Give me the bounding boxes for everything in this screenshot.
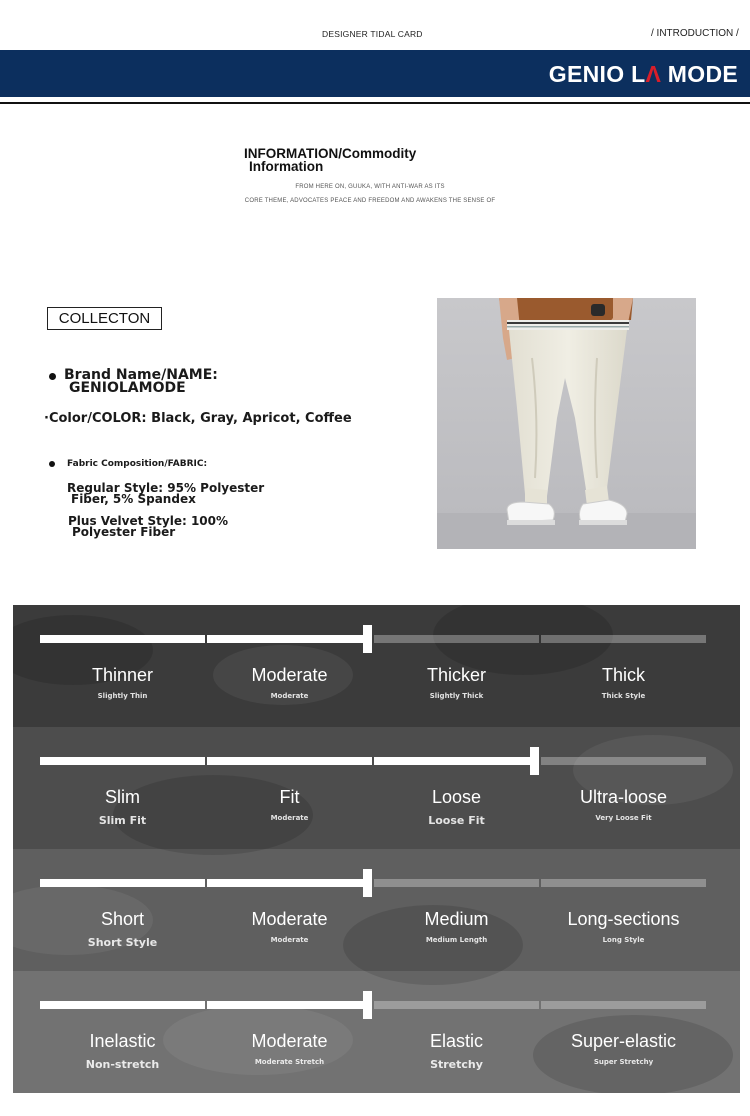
- camo-pattern: [533, 1015, 733, 1093]
- info-title-line2: Information: [249, 159, 324, 174]
- bullet-icon: [49, 373, 56, 380]
- length-option-label: Long-sections: [567, 909, 680, 929]
- length-option-label: Short: [100, 909, 145, 929]
- fabric-label: Fabric Composition/FABRIC:: [67, 459, 208, 469]
- pants-model-illustration: [437, 298, 696, 549]
- bullet-icon: [49, 461, 55, 467]
- regular-line1: Regular Style: 95% Polyester: [67, 481, 265, 495]
- thickness-option-label: Thinner: [91, 665, 154, 685]
- regular-style-composition: [67, 483, 264, 505]
- header-divider: [0, 102, 750, 104]
- elasticity-option-label: Super-elastic: [570, 1031, 677, 1051]
- velvet-style-composition: [68, 516, 228, 538]
- brand-name-line1: Brand Name/NAME:: [64, 367, 218, 383]
- thickness-option-label: Thicker: [426, 665, 486, 685]
- scale-segment: [207, 1001, 372, 1009]
- scale-segment: [374, 1001, 539, 1009]
- info-subtitle-2: CORE THEME, ADVOCATES PEACE AND FREEDOM AND AWAKENS THE SENSE OF: [244, 198, 496, 204]
- fit-option-sublabel: Moderate: [270, 814, 309, 822]
- length-level-marker: [363, 869, 372, 897]
- fit-option-sublabel: Slim Fit: [98, 814, 147, 827]
- info-title-line1: INFORMATION/Commodity: [244, 146, 417, 161]
- thickness-option-sublabel: Slightly Thick: [429, 692, 484, 700]
- brand-name-line2: GENIOLAMODE: [69, 380, 186, 396]
- product-photo: [437, 298, 696, 549]
- elasticity-option-sublabel: Super Stretchy: [593, 1058, 654, 1066]
- info-title: [244, 147, 464, 173]
- elasticity-option-sublabel: Non-stretch: [85, 1058, 160, 1071]
- fit-option-label: Loose: [431, 787, 482, 807]
- length-option-sublabel: Long Style: [602, 936, 645, 944]
- scale-segment: [40, 1001, 205, 1009]
- brand-logo: [549, 61, 738, 88]
- length-option-label: Medium: [424, 909, 489, 929]
- brand-name: [64, 369, 218, 395]
- elasticity-option-label: Elastic: [429, 1031, 483, 1051]
- introduction-label: / INTRODUCTION /: [651, 28, 739, 39]
- thickness-level-marker: [363, 625, 372, 653]
- elasticity-option-sublabel: Stretchy: [430, 1058, 483, 1071]
- scale-segment: [541, 1001, 706, 1009]
- fit-level-marker: [530, 747, 539, 775]
- scale-segment: [374, 757, 539, 765]
- length-option-label: Moderate: [251, 909, 328, 929]
- fit-option-sublabel: Loose Fit: [428, 814, 485, 827]
- brand-bar: [0, 50, 750, 97]
- scale-segment: [40, 757, 205, 765]
- brand-logo-part1: GENIO L: [548, 61, 646, 87]
- brand-logo-accent: Λ: [645, 61, 662, 87]
- elasticity-option-label: Inelastic: [89, 1031, 156, 1051]
- designer-tidal-card-label: DESIGNER TIDAL CARD: [322, 29, 423, 39]
- info-subtitle-1: FROM HERE ON, GUUKA, WITH ANTI-WAR AS ITS: [295, 184, 445, 190]
- collection-label: COLLECTON: [47, 307, 162, 330]
- scale-segment: [541, 635, 706, 643]
- elasticity-option-label: Moderate: [251, 1031, 328, 1051]
- velvet-line1: Plus Velvet Style: 100%: [68, 514, 229, 528]
- length-option-sublabel: Medium Length: [425, 936, 488, 944]
- color-line: ·Color/COLOR: Black, Gray, Apricot, Coffee: [44, 411, 352, 426]
- thickness-option-sublabel: Slightly Thin: [97, 692, 148, 700]
- fit-option-label: Fit: [279, 787, 300, 807]
- scale-segment: [541, 757, 706, 765]
- elasticity-option-sublabel: Moderate Stretch: [254, 1058, 325, 1066]
- fit-option-sublabel: Very Loose Fit: [595, 814, 652, 822]
- scale-segment: [207, 757, 372, 765]
- length-option-sublabel: Short Style: [87, 936, 158, 949]
- elasticity-level-marker: [363, 991, 372, 1019]
- scale-segment: [207, 879, 372, 887]
- velvet-line2: Polyester Fiber: [72, 525, 176, 539]
- thickness-option-label: Thick: [601, 665, 645, 685]
- length-option-sublabel: Moderate: [270, 936, 309, 944]
- regular-line2: Fiber, 5% Spandex: [71, 492, 196, 506]
- scale-segment: [40, 635, 205, 643]
- scale-segment: [541, 879, 706, 887]
- fit-option-label: Slim: [105, 787, 140, 807]
- scale-segment: [40, 879, 205, 887]
- scale-segment: [374, 879, 539, 887]
- scale-segment: [207, 635, 372, 643]
- thickness-option-sublabel: Thick Style: [601, 692, 646, 700]
- thickness-option-sublabel: Moderate: [270, 692, 309, 700]
- attribute-scale-panel: [13, 605, 740, 1093]
- fit-option-label: Ultra-loose: [579, 787, 668, 807]
- scale-segment: [374, 635, 539, 643]
- thickness-option-label: Moderate: [251, 665, 328, 685]
- brand-logo-part2: MODE: [661, 61, 738, 87]
